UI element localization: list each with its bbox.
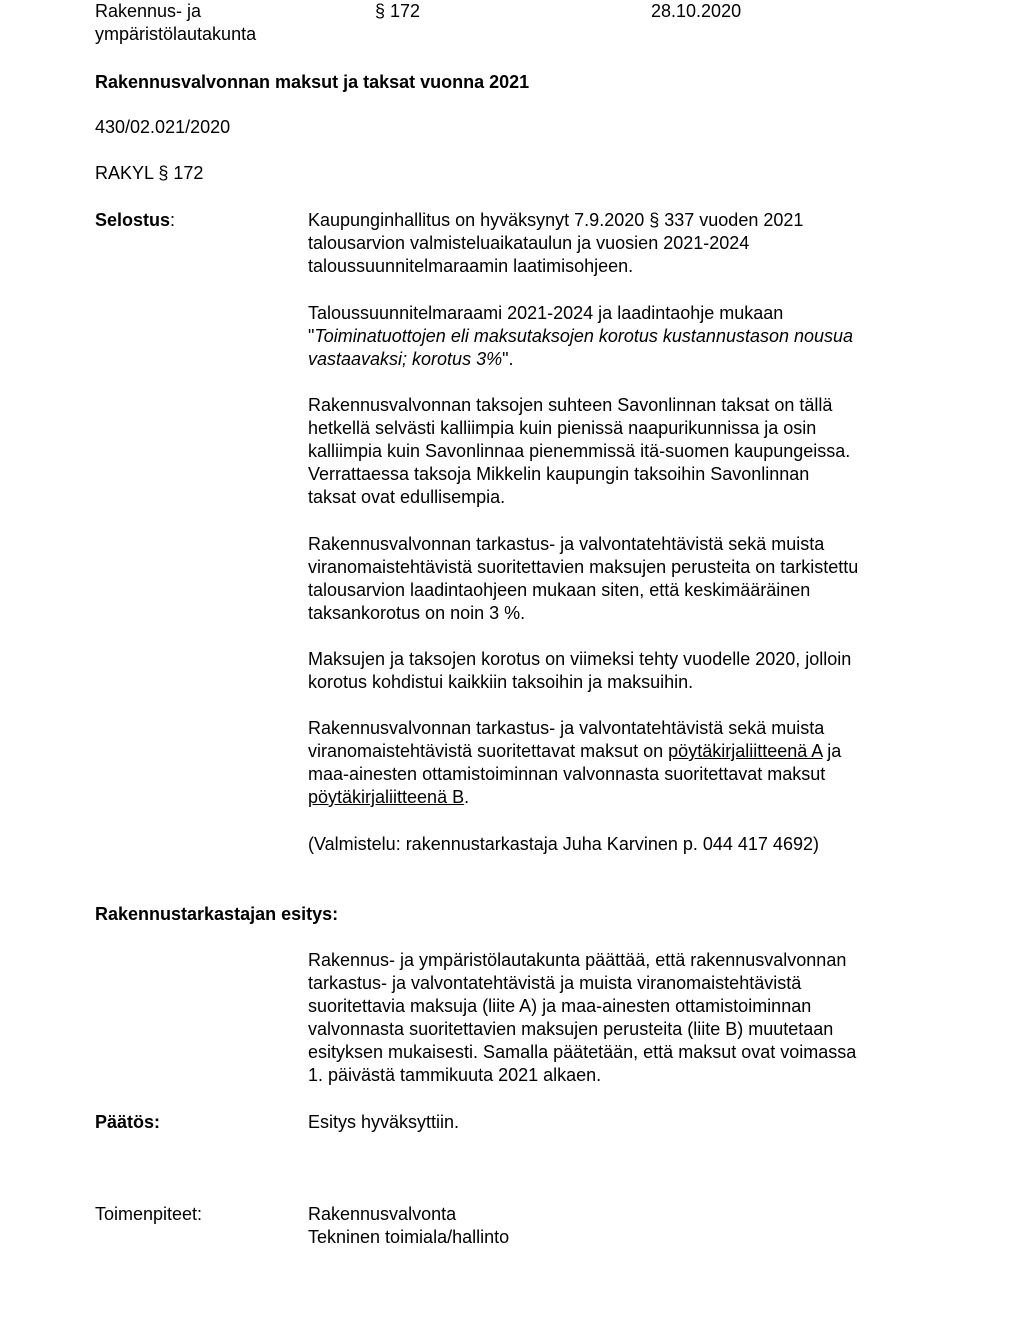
actions-label: Toimenpiteet: <box>95 1204 203 1224</box>
selostus-paragraph-2 <box>308 302 853 371</box>
text-line: taksat ovat edullisempia. <box>308 487 506 507</box>
text-line: tarkastus- ja valvontatehtävistä ja muista viranomaistehtävistä <box>308 973 802 993</box>
section-number: § 172 <box>375 1 421 21</box>
decision-label: Päätös: <box>95 1112 161 1132</box>
preparer-note: (Valmistelu: rakennustarkastaja Juha Karvinen p. 044 417 4692) <box>308 834 819 854</box>
text-line: talousarvion valmisteluaikataulun ja vuosien 2021-2024 <box>308 233 750 253</box>
decision-text: Esitys hyväksyttiin. <box>308 1112 460 1132</box>
meeting-date: 28.10.2020 <box>651 1 742 21</box>
text-line: kalliimpia kuin Savonlinnaa pienemmissä itä-suomen kaupungeissa. <box>308 441 851 461</box>
action-item: Tekninen toimiala/hallinto <box>308 1227 510 1247</box>
action-item: Rakennusvalvonta <box>308 1204 457 1224</box>
text-line: Rakennusvalvonnan tarkastus- ja valvontatehtävistä sekä muista <box>308 718 825 738</box>
text-line: suoritettavia maksuja (liite A) ja maa-ainesten ottamistoiminnan <box>308 996 812 1016</box>
text-line: Kaupunginhallitus on hyväksynyt 7.9.2020 § 337 vuoden 2021 <box>308 210 804 230</box>
text-segment: viranomaistehtävistä suoritettavat maksut on <box>308 741 669 761</box>
document-title: Rakennusvalvonnan maksut ja taksat vuonna 2021 <box>95 72 530 92</box>
text-line <box>308 348 853 371</box>
committee-line-2: ympäristölautakunta <box>95 24 257 44</box>
selostus-label-text: Selostus <box>95 210 171 230</box>
attachment-a-link[interactable]: pöytäkirjaliitteenä A <box>668 741 823 761</box>
text-line <box>308 325 853 348</box>
diary-number: 430/02.021/2020 <box>95 117 231 137</box>
quote-close: ". <box>502 349 514 369</box>
quote-open: " <box>308 326 315 346</box>
text-line: viranomaistehtävistä suoritettavien maksujen perusteita on tarkistettu <box>308 557 859 577</box>
selostus-label-colon: : <box>170 210 176 230</box>
committee-name <box>95 0 256 46</box>
text-line: Rakennusvalvonnan taksojen suhteen Savonlinnan taksat on tällä <box>308 395 833 415</box>
proposal-text <box>308 949 856 1087</box>
selostus-paragraph-1 <box>308 209 803 278</box>
text-segment: . <box>464 787 470 807</box>
text-line: Rakennus- ja ympäristölautakunta päättää, että rakennusvalvonnan <box>308 950 847 970</box>
text-line: korotus kohdistui kaikkiin taksoihin ja maksuihin. <box>308 672 694 692</box>
selostus-paragraph-6 <box>308 717 841 809</box>
text-line: hetkellä selvästi kalliimpia kuin pienissä naapurikunnissa ja osin <box>308 418 817 438</box>
text-line: valvonnasta suoritettavien maksujen perusteita (liite B) muutetaan <box>308 1019 834 1039</box>
quoted-text: Toiminatuottojen eli maksutaksojen korotus kustannustason nousua <box>314 326 854 346</box>
text-line: esityksen mukaisesti. Samalla päätetään, että maksut ovat voimassa <box>308 1042 857 1062</box>
text-line: Verrattaessa taksoja Mikkelin kaupungin taksoihin Savonlinnan <box>308 464 810 484</box>
text-segment: ja <box>822 741 842 761</box>
text-line: taksankorotus on noin 3 %. <box>308 603 526 623</box>
text-line: Maksujen ja taksojen korotus on viimeksi tehty vuodelle 2020, jolloin <box>308 649 852 669</box>
text-line: Taloussuunnitelmaraami 2021-2024 ja laadintaohje mukaan <box>308 303 784 323</box>
text-line: taloussuunnitelmaraamin laatimisohjeen. <box>308 256 634 276</box>
text-line: talousarvion laadintaohjeen mukaan siten, että keskimääräinen <box>308 580 811 600</box>
selostus-paragraph-4 <box>308 533 858 625</box>
text-line: Rakennusvalvonnan tarkastus- ja valvontatehtävistä sekä muista <box>308 534 825 554</box>
proposal-heading: Rakennustarkastajan esitys: <box>95 904 339 924</box>
selostus-paragraph-5 <box>308 648 851 694</box>
quoted-text: vastaavaksi; korotus 3% <box>308 349 503 369</box>
text-line <box>308 740 841 763</box>
text-line <box>308 786 841 809</box>
selostus-label <box>95 209 175 232</box>
text-line: 1. päivästä tammikuuta 2021 alkaen. <box>308 1065 602 1085</box>
committee-line-1: Rakennus- ja <box>95 1 202 21</box>
selostus-paragraph-3 <box>308 394 850 509</box>
actions-list <box>308 1203 509 1249</box>
section-reference: RAKYL § 172 <box>95 163 204 183</box>
text-line: maa-ainesten ottamistoiminnan valvonnasta suoritettavat maksut <box>308 764 826 784</box>
attachment-b-link[interactable]: pöytäkirjaliitteenä B <box>308 787 465 807</box>
